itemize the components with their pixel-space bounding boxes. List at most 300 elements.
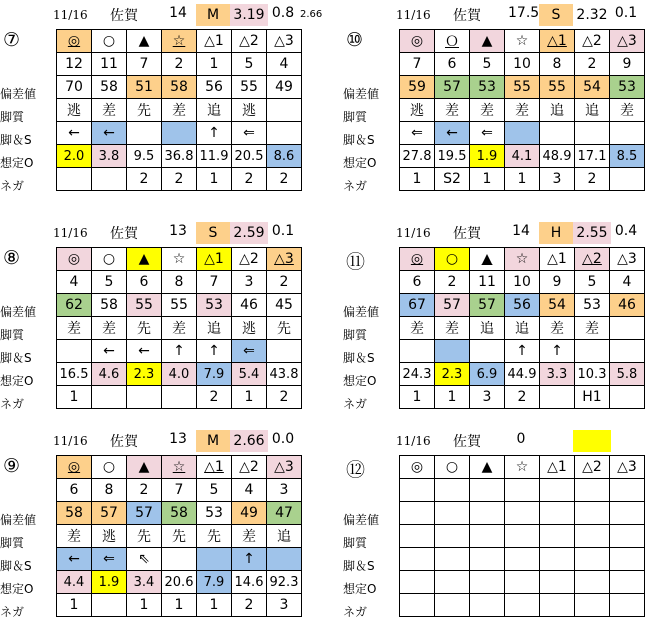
style-row: [57, 317, 302, 340]
horse-number-cell: 4: [610, 271, 645, 294]
negative-cell: 1: [435, 386, 470, 409]
leg-speed-cell: [267, 548, 302, 571]
prediction-grid: [56, 29, 302, 191]
negative-cell: [610, 386, 645, 409]
deviation-cell: 58: [57, 502, 92, 525]
race-date: 11/16: [53, 434, 88, 448]
horse-number-cell: 8: [540, 53, 575, 76]
mark-cell: △2: [575, 248, 610, 271]
style-row: [57, 525, 302, 548]
mark-cell: △3: [267, 30, 302, 53]
odds-cell: 17.1: [575, 145, 610, 168]
marks-row: [400, 248, 645, 271]
leg-speed-cell: [540, 122, 575, 145]
odds-cell: 2.0: [57, 145, 92, 168]
leg-speed-cell: [575, 122, 610, 145]
negative-cell: 3: [470, 386, 505, 409]
leg-speed-cell: [127, 122, 162, 145]
odds-cell: 27.8: [400, 145, 435, 168]
row-label: ネガ: [0, 605, 25, 619]
deviation-cell: [540, 502, 575, 525]
leg-speed-cell: [575, 340, 610, 363]
row-label: 偏差値: [343, 305, 380, 319]
leg-speed-cell: ←: [127, 340, 162, 363]
horse-number-cell: 6: [435, 53, 470, 76]
running-style-cell: 差: [57, 525, 92, 548]
odds-cell: 3.3: [540, 363, 575, 386]
odds-cell: [470, 571, 505, 594]
mark-cell: △1: [540, 248, 575, 271]
leg-speed-cell: ⇐: [232, 340, 267, 363]
row-label: 脚質: [343, 536, 368, 550]
running-style-cell: 先: [267, 317, 302, 340]
leg-speed-cell: [435, 548, 470, 571]
running-style-cell: [400, 525, 435, 548]
deviation-cell: [400, 502, 435, 525]
ashi-row: [400, 548, 645, 571]
odds-cell: 20.5: [232, 145, 267, 168]
mark-cell: ○: [92, 248, 127, 271]
nega-row: [400, 168, 645, 191]
odds-cell: 7.9: [197, 363, 232, 386]
negative-cell: 3: [267, 594, 302, 617]
leg-speed-cell: [610, 548, 645, 571]
odds-row: [57, 145, 302, 168]
deviation-cell: 55: [540, 76, 575, 99]
odds-cell: 44.9: [505, 363, 540, 386]
running-style-cell: [435, 525, 470, 548]
odds-cell: 48.9: [540, 145, 575, 168]
mark-cell: ☆: [505, 30, 540, 53]
odds-cell: [610, 571, 645, 594]
deviation-cell: [610, 502, 645, 525]
odds-cell: 4.0: [162, 363, 197, 386]
running-style-cell: [540, 525, 575, 548]
negative-cell: S2: [435, 168, 470, 191]
odds-cell: [575, 571, 610, 594]
nega-row: [57, 386, 302, 409]
running-style-cell: [575, 525, 610, 548]
running-style-cell: [267, 99, 302, 122]
odds-cell: 4.4: [57, 571, 92, 594]
style-row: [400, 99, 645, 122]
odds-cell: 36.8: [162, 145, 197, 168]
horse-number-cell: 7: [127, 53, 162, 76]
row-label: 想定O: [0, 582, 34, 596]
horse-number-cell: 6: [57, 479, 92, 502]
negative-cell: 2: [232, 168, 267, 191]
running-style-cell: [610, 317, 645, 340]
leg-speed-cell: [470, 548, 505, 571]
mark-cell: △1: [197, 30, 232, 53]
style-row: [57, 99, 302, 122]
venue-name: 佐賀: [110, 226, 138, 242]
leg-speed-cell: ↑: [232, 548, 267, 571]
mark-cell: ▲: [127, 248, 162, 271]
mark-cell: ▲: [127, 456, 162, 479]
mark-cell: ◎: [400, 30, 435, 53]
leg-speed-cell: [162, 122, 197, 145]
odds-cell: 19.5: [435, 145, 470, 168]
odds-cell: 10.3: [575, 363, 610, 386]
negative-cell: [435, 594, 470, 617]
odds-cell: 3.4: [127, 571, 162, 594]
row-label: 想定O: [343, 156, 377, 170]
odds-cell: 5.8: [610, 363, 645, 386]
odds-cell: 16.5: [57, 363, 92, 386]
negative-cell: 1: [127, 594, 162, 617]
running-style-cell: 差: [610, 99, 645, 122]
venue-name: 佐賀: [110, 8, 138, 24]
horse-number-cell: 7: [197, 271, 232, 294]
odds-cell: 1.9: [470, 145, 505, 168]
race-number: ⑩: [346, 29, 364, 51]
running-style-cell: 追: [575, 99, 610, 122]
deviation-cell: 55: [232, 76, 267, 99]
mark-cell: ☆: [162, 30, 197, 53]
race-distance: 14: [512, 223, 530, 239]
odds-cell: 8.6: [267, 145, 302, 168]
running-style-cell: 差: [92, 99, 127, 122]
negative-cell: 1: [57, 386, 92, 409]
mark-cell: ☆: [505, 248, 540, 271]
horse-number-cell: [505, 479, 540, 502]
deviation-cell: 58: [92, 294, 127, 317]
marks-row: [57, 30, 302, 53]
horse-number-cell: 7: [400, 53, 435, 76]
running-style-cell: 先: [197, 525, 232, 548]
deviation-cell: [435, 502, 470, 525]
ashi-row: [400, 122, 645, 145]
horse-number-cell: 2: [575, 53, 610, 76]
row-label: 想定O: [343, 374, 377, 388]
negative-cell: 2: [162, 168, 197, 191]
race-number: ⑫: [346, 459, 366, 481]
race-date: 11/16: [396, 434, 431, 448]
margin-value: 0.8: [271, 5, 295, 21]
deviation-cell: 59: [400, 76, 435, 99]
prediction-grid: [399, 455, 645, 617]
deviation-cell: 58: [162, 502, 197, 525]
horse-number-cell: 10: [505, 271, 540, 294]
panel-header: [343, 220, 662, 244]
row-label: 脚＆S: [343, 351, 375, 365]
margin-value: 0.0: [271, 431, 295, 447]
race-distance: 13: [169, 223, 187, 239]
deviation-cell: [470, 502, 505, 525]
deviation-cell: 55: [505, 76, 540, 99]
negative-cell: 1: [162, 594, 197, 617]
deviation-cell: 57: [127, 502, 162, 525]
negative-cell: 2: [575, 168, 610, 191]
index-value: 2.66: [230, 430, 268, 452]
running-style-cell: 差: [400, 317, 435, 340]
negative-cell: 2: [267, 386, 302, 409]
mark-cell: ○: [92, 456, 127, 479]
deviation-cell: [505, 502, 540, 525]
negative-cell: [575, 594, 610, 617]
deviation-cell: 45: [267, 294, 302, 317]
venue-name: 佐賀: [110, 434, 138, 450]
negative-cell: [400, 594, 435, 617]
mark-cell: ▲: [470, 30, 505, 53]
mark-cell: △1: [540, 30, 575, 53]
horse-number-cell: 5: [232, 53, 267, 76]
nega-row: [57, 594, 302, 617]
leg-speed-cell: ⇐: [400, 122, 435, 145]
row-label: 偏差値: [343, 87, 380, 101]
horse-number-cell: 5: [92, 271, 127, 294]
leg-speed-cell: [505, 548, 540, 571]
mark-cell: ☆: [505, 456, 540, 479]
horse-number-cell: 5: [197, 479, 232, 502]
dev-row: [57, 76, 302, 99]
running-style-cell: 逃: [232, 317, 267, 340]
negative-cell: 2: [232, 594, 267, 617]
leg-speed-cell: ↑: [540, 340, 575, 363]
row-label: ネガ: [343, 179, 368, 193]
odds-cell: [540, 571, 575, 594]
deviation-cell: 70: [57, 76, 92, 99]
mark-cell: △1: [540, 456, 575, 479]
deviation-cell: 53: [470, 76, 505, 99]
row-label: 偏差値: [0, 305, 37, 319]
horse-number-cell: 11: [92, 53, 127, 76]
mark-cell: △2: [575, 456, 610, 479]
running-style-cell: 追: [505, 317, 540, 340]
odds-cell: 9.5: [127, 145, 162, 168]
negative-cell: [92, 386, 127, 409]
panel-header: [0, 428, 320, 452]
nums-row: [57, 479, 302, 502]
negative-cell: 2: [197, 386, 232, 409]
leg-speed-cell: [575, 548, 610, 571]
leg-speed-cell: ←: [92, 122, 127, 145]
prediction-grid: [399, 247, 645, 409]
mark-cell: ◎: [57, 456, 92, 479]
mark-cell: Ｏ: [435, 30, 470, 53]
odds-cell: 5.4: [232, 363, 267, 386]
nums-row: [400, 479, 645, 502]
odds-cell: 8.5: [610, 145, 645, 168]
race-panel: [343, 220, 662, 415]
row-label: 偏差値: [0, 513, 37, 527]
odds-cell: 6.9: [470, 363, 505, 386]
race-panel: [343, 2, 662, 197]
leg-speed-cell: [400, 340, 435, 363]
mark-cell: △3: [610, 30, 645, 53]
pace-badge: H: [539, 222, 573, 244]
deviation-cell: 56: [197, 76, 232, 99]
mark-cell: △3: [610, 456, 645, 479]
deviation-cell: 56: [505, 294, 540, 317]
marks-row: [400, 456, 645, 479]
marks-row: [57, 248, 302, 271]
row-label: 脚＆S: [0, 351, 32, 365]
venue-name: 佐賀: [453, 226, 481, 242]
race-distance: 13: [169, 431, 187, 447]
running-style-cell: 追: [470, 317, 505, 340]
running-style-cell: 逃: [92, 525, 127, 548]
deviation-cell: 55: [162, 294, 197, 317]
horse-number-cell: 2: [267, 271, 302, 294]
row-label: 偏差値: [343, 513, 380, 527]
negative-cell: 1: [232, 386, 267, 409]
horse-number-cell: 6: [400, 271, 435, 294]
horse-number-cell: 7: [162, 479, 197, 502]
negative-cell: [92, 168, 127, 191]
mark-cell: △3: [610, 248, 645, 271]
mark-cell: △3: [267, 456, 302, 479]
negative-cell: 1: [400, 386, 435, 409]
panel-header: [0, 220, 320, 244]
mark-cell: ▲: [127, 30, 162, 53]
row-label: 脚質: [343, 328, 368, 342]
horse-number-cell: 5: [470, 53, 505, 76]
odds-cell: 24.3: [400, 363, 435, 386]
running-style-cell: 追: [540, 99, 575, 122]
leg-speed-cell: [267, 340, 302, 363]
horse-number-cell: 2: [127, 479, 162, 502]
mark-cell: ◎: [57, 248, 92, 271]
index-value: 2.59: [230, 222, 268, 244]
leg-speed-cell: ←: [92, 340, 127, 363]
deviation-cell: 53: [197, 502, 232, 525]
race-number: ⑧: [3, 247, 21, 269]
margin-value: 0.1: [271, 223, 295, 239]
race-number: ⑪: [346, 251, 366, 273]
row-label: ネガ: [0, 397, 25, 411]
running-style-cell: 追: [197, 99, 232, 122]
deviation-cell: 53: [575, 294, 610, 317]
negative-cell: H1: [575, 386, 610, 409]
negative-cell: 2: [267, 168, 302, 191]
deviation-cell: 58: [92, 76, 127, 99]
index-value: 2.55: [573, 222, 611, 244]
deviation-cell: 47: [267, 502, 302, 525]
race-panel: [0, 428, 320, 623]
deviation-cell: 49: [232, 502, 267, 525]
venue-name: 佐賀: [453, 8, 481, 24]
negative-cell: 2: [127, 168, 162, 191]
odds-cell: 1.9: [92, 571, 127, 594]
mark-cell: △3: [267, 248, 302, 271]
horse-number-cell: 1: [197, 53, 232, 76]
deviation-cell: 67: [400, 294, 435, 317]
odds-cell: 14.6: [232, 571, 267, 594]
row-label: 脚質: [0, 110, 25, 124]
horse-number-cell: 9: [540, 271, 575, 294]
row-label: 脚＆S: [343, 133, 375, 147]
leg-speed-cell: ↑: [505, 340, 540, 363]
running-style-cell: 先: [162, 525, 197, 548]
nums-row: [400, 271, 645, 294]
running-style-cell: 差: [435, 99, 470, 122]
running-style-cell: 差: [92, 317, 127, 340]
mark-cell: △2: [232, 30, 267, 53]
mark-cell: ▲: [470, 456, 505, 479]
deviation-cell: 54: [575, 76, 610, 99]
odds-cell: [400, 571, 435, 594]
horse-number-cell: [610, 479, 645, 502]
deviation-cell: 53: [610, 76, 645, 99]
index-value: 2.32: [576, 7, 608, 23]
horse-number-cell: 2: [162, 53, 197, 76]
nums-row: [400, 53, 645, 76]
pace-badge: M: [196, 430, 230, 452]
running-style-cell: 差: [505, 99, 540, 122]
running-style-cell: 追: [197, 317, 232, 340]
pace-badge: [539, 430, 573, 452]
leg-speed-cell: [470, 340, 505, 363]
running-style-cell: 差: [470, 99, 505, 122]
leg-speed-cell: [162, 548, 197, 571]
mark-cell: △2: [232, 456, 267, 479]
horse-number-cell: 8: [92, 479, 127, 502]
ashi-row: [57, 122, 302, 145]
panel-header: [0, 2, 323, 26]
panel-header: [343, 2, 662, 26]
deviation-cell: 51: [127, 76, 162, 99]
negative-cell: 3: [540, 168, 575, 191]
row-label: ネガ: [343, 605, 368, 619]
deviation-cell: [575, 502, 610, 525]
dev-row: [400, 76, 645, 99]
running-style-cell: 差: [232, 525, 267, 548]
odds-cell: 7.9: [197, 571, 232, 594]
leg-speed-cell: [400, 548, 435, 571]
race-distance: 0: [516, 431, 526, 447]
horse-number-cell: 5: [575, 271, 610, 294]
row-label: 脚質: [0, 536, 25, 550]
running-style-cell: 先: [127, 317, 162, 340]
odds-cell: [505, 571, 540, 594]
margin-value: 0.4: [614, 223, 638, 239]
leg-speed-cell: ⇐: [470, 122, 505, 145]
horse-number-cell: 4: [57, 271, 92, 294]
venue-name: 佐賀: [453, 434, 481, 450]
negative-cell: [540, 386, 575, 409]
odds-cell: 2.3: [435, 363, 470, 386]
negative-cell: [610, 168, 645, 191]
horse-number-cell: [400, 479, 435, 502]
running-style-cell: 差: [540, 317, 575, 340]
running-style-cell: [470, 525, 505, 548]
negative-cell: 1: [57, 594, 92, 617]
leg-speed-cell: ←: [435, 122, 470, 145]
row-label: 脚＆S: [343, 559, 375, 573]
leg-speed-cell: [610, 340, 645, 363]
leg-speed-cell: [57, 340, 92, 363]
race-date: 11/16: [53, 8, 88, 22]
horse-number-cell: 4: [267, 53, 302, 76]
nega-row: [400, 386, 645, 409]
row-label: ネガ: [343, 397, 368, 411]
mark-cell: △2: [575, 30, 610, 53]
race-distance: 14: [169, 5, 187, 21]
running-style-cell: 追: [267, 525, 302, 548]
horse-number-cell: 6: [127, 271, 162, 294]
negative-cell: 1: [505, 168, 540, 191]
pace-badge: S: [539, 4, 573, 26]
row-label: 脚質: [0, 328, 25, 342]
mark-cell: ○: [435, 248, 470, 271]
race-panel: [0, 2, 323, 197]
mark-cell: ◎: [400, 456, 435, 479]
odds-cell: 2.3: [127, 363, 162, 386]
mark-cell: △1: [197, 248, 232, 271]
negative-cell: [92, 594, 127, 617]
